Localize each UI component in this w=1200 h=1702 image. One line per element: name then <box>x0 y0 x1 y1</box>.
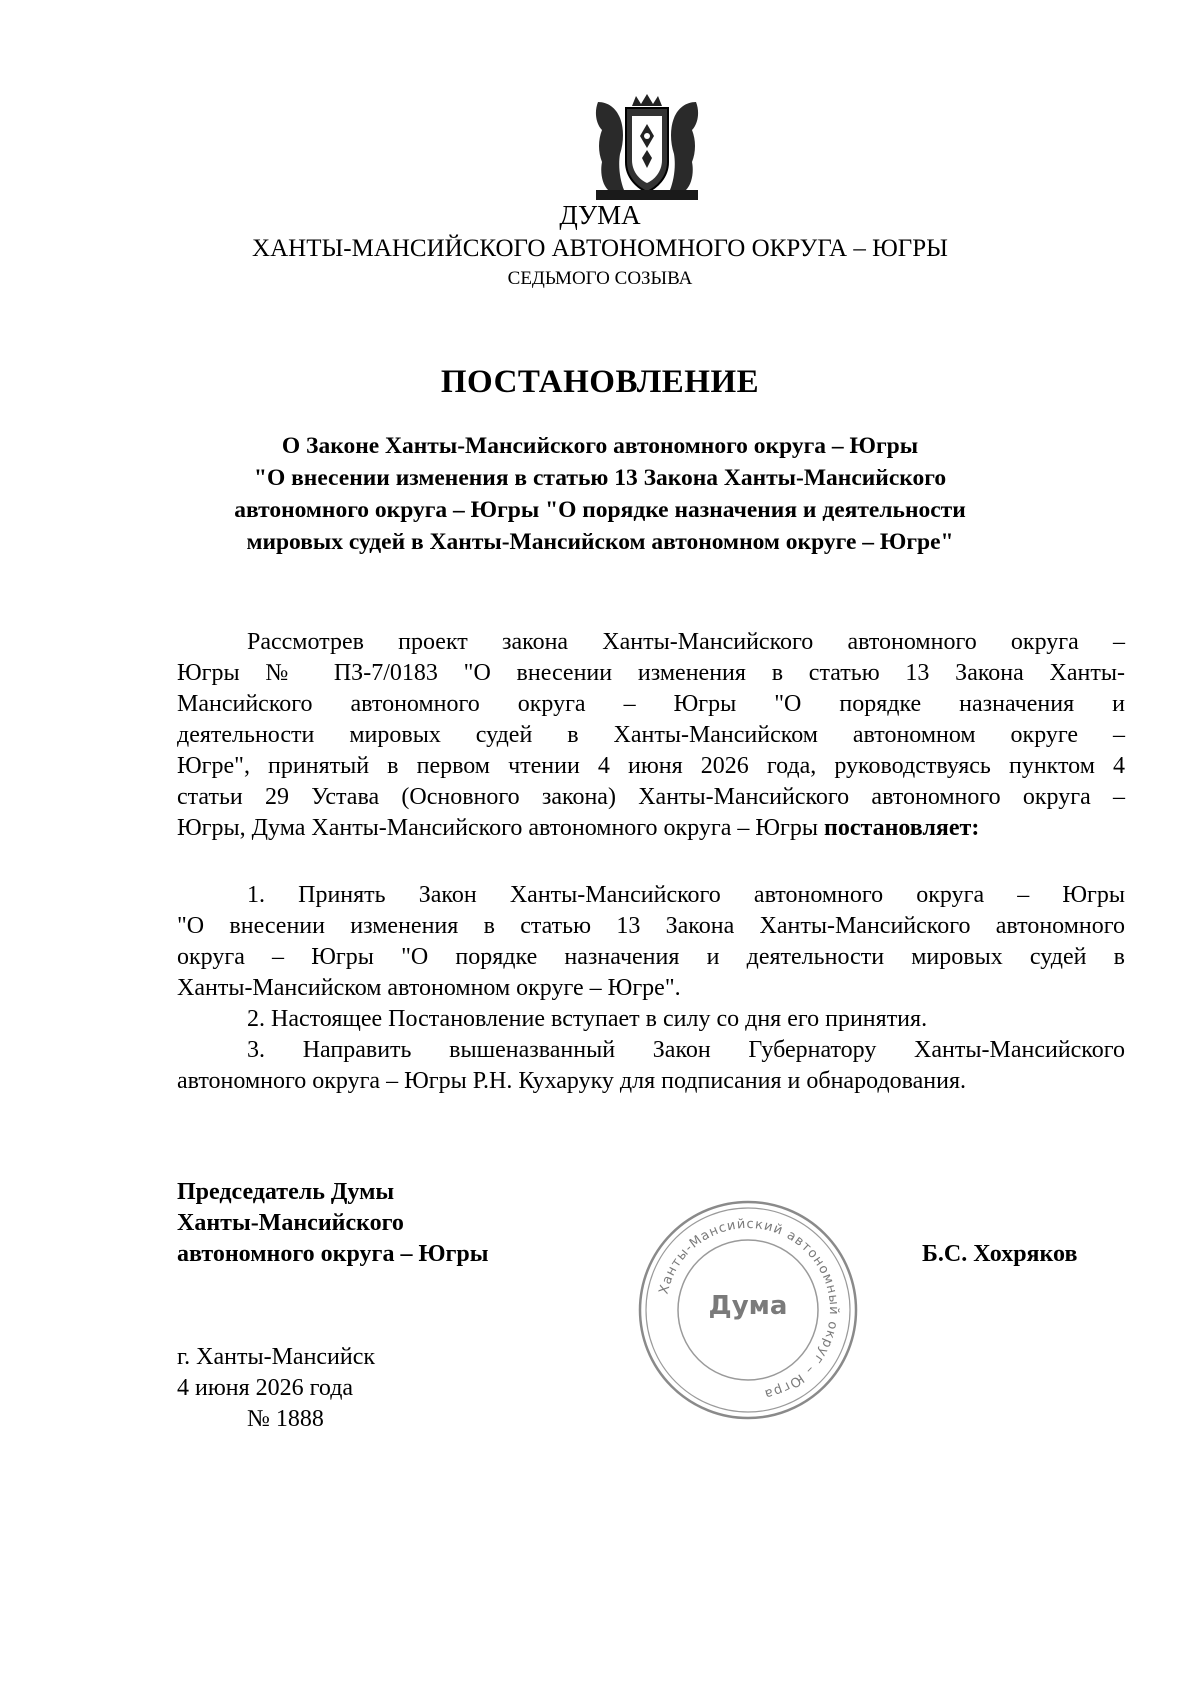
preamble-last-line <box>177 813 1125 843</box>
coat-of-arms-emblem-icon <box>588 92 706 202</box>
document-type-title: ПОСТАНОВЛЕНИЕ <box>440 364 760 400</box>
preamble-line: Югры, Дума Ханты-Мансийского автономного округа – Югры <box>177 815 819 841</box>
signatory-title-line: Ханты-Мансийского <box>177 1210 404 1236</box>
item-2: 2. Настоящее Постановление вступает в силу со дня его принятия. <box>247 1006 928 1032</box>
item-3-line: 3. Направить вышеназванный Закон Губернатору Ханты-Мансийского <box>247 1037 1125 1063</box>
org-name: ДУМА <box>559 200 641 230</box>
item-1-line: Ханты-Мансийском автономном округе – Югре". <box>177 975 681 1001</box>
preamble-line: Рассмотрев проект закона Ханты-Мансийского автономного округа – <box>247 629 1125 655</box>
signatory-title-line: автономного округа – Югры <box>177 1241 489 1267</box>
subject-line: автономного округа – Югры "О порядке назначения и деятельности <box>234 497 966 523</box>
subject-line: О Законе Ханты-Мансийского автономного округа – Югры <box>281 433 919 459</box>
subject-line: мировых судей в Ханты-Мансийском автономном округе – Югре" <box>246 529 954 555</box>
preamble-line: Мансийского автономного округа – Югры "О порядке назначения и <box>177 691 1125 717</box>
preamble-line: статьи 29 Устава (Основного закона) Ханты-Мансийского автономного округа – <box>177 784 1125 810</box>
document-subject <box>0 430 1200 558</box>
subject-line: "О внесении изменения в статью 13 Закона Ханты-Мансийского <box>253 465 947 491</box>
resolves-word: постановляет: <box>824 815 980 841</box>
preamble-line: Югре", принятый в первом чтении 4 июня 2026 года, руководствуясь пунктом 4 <box>177 753 1125 779</box>
item-3-line: автономного округа – Югры Р.Н. Кухаруку для подписания и обнародования. <box>177 1068 966 1094</box>
preamble-line: деятельности мировых судей в Ханты-Мансийском автономном округе – <box>177 722 1125 748</box>
date: 4 июня 2026 года <box>177 1375 354 1401</box>
item-1-line: "О внесении изменения в статью 13 Закона Ханты-Мансийского автономного <box>177 913 1125 939</box>
seal-ring-text: Ханты-Мансийский автономный округ – Югра <box>656 1216 842 1402</box>
document-number: № 1888 <box>247 1406 324 1432</box>
seal-center-text: Дума <box>708 1291 788 1321</box>
signatory-name: Б.С. Хохряков <box>922 1241 1078 1267</box>
convocation: СЕДЬМОГО СОЗЫВА <box>507 268 693 289</box>
item-1-line: 1. Принять Закон Ханты-Мансийского автономного округа – Югры <box>247 882 1125 908</box>
org-full-name: ХАНТЫ-МАНСИЙСКОГО АВТОНОМНОГО ОКРУГА – ЮГРЫ <box>252 235 948 262</box>
official-seal-stamp <box>636 1198 860 1422</box>
place: г. Ханты-Мансийск <box>177 1344 376 1370</box>
item-1-line: округа – Югры "О порядке назначения и деятельности мировых судей в <box>177 944 1125 970</box>
signatory-title-line: Председатель Думы <box>177 1179 395 1205</box>
preamble-line: Югры № ПЗ-7/0183 "О внесении изменения в статью 13 Закона Ханты- <box>177 660 1125 686</box>
